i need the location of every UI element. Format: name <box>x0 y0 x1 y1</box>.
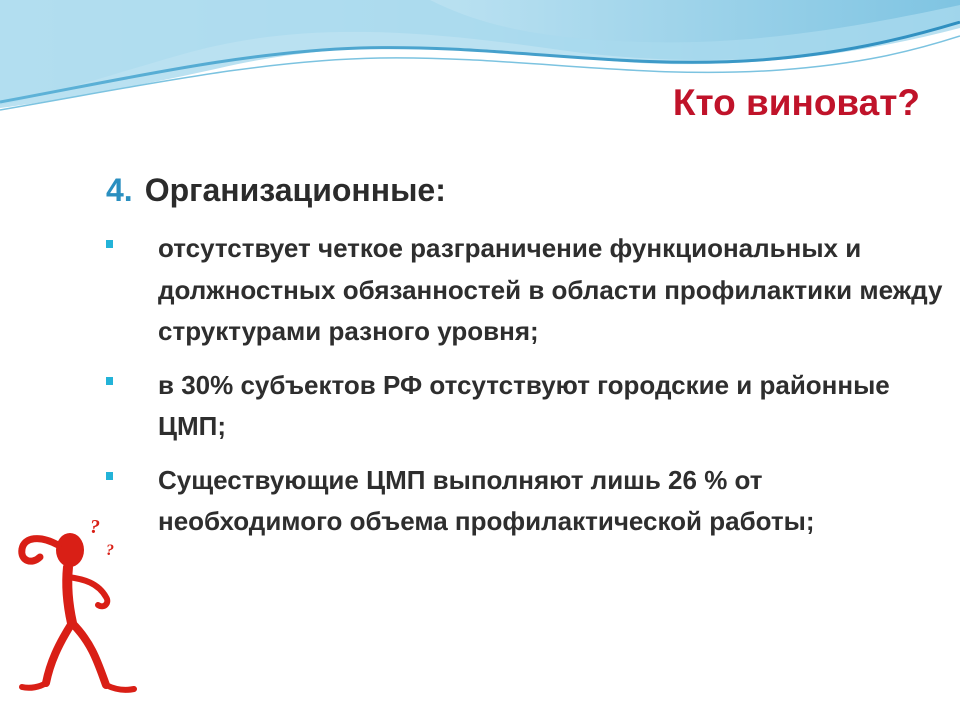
bullet-text: отсутствует четкое разграничение функциональных и должностных обязанностей в области профилактики между структурами разного уровня; <box>158 233 943 346</box>
bullet-text: Существующие ЦМП выполняют лишь 26 % от необходимого объема профилактической работы; <box>158 464 815 536</box>
section-heading <box>106 172 446 209</box>
question-mark: ? <box>106 542 114 559</box>
bullet-list <box>106 228 946 555</box>
bullet-item <box>106 228 946 353</box>
heading-text: Организационные: <box>144 172 446 208</box>
slide-title: Кто виноват? <box>672 82 920 123</box>
square-bullet-icon <box>106 472 113 480</box>
thinking-stick-figure-icon <box>10 505 140 705</box>
question-mark: ? <box>90 516 100 538</box>
bullet-text: в 30% субъектов РФ отсутствуют городские и районные ЦМП; <box>158 369 890 441</box>
square-bullet-icon <box>106 240 113 248</box>
heading-number: 4. <box>106 172 133 208</box>
bullet-item <box>106 460 946 543</box>
square-bullet-icon <box>106 377 113 385</box>
bullet-item <box>106 365 946 448</box>
